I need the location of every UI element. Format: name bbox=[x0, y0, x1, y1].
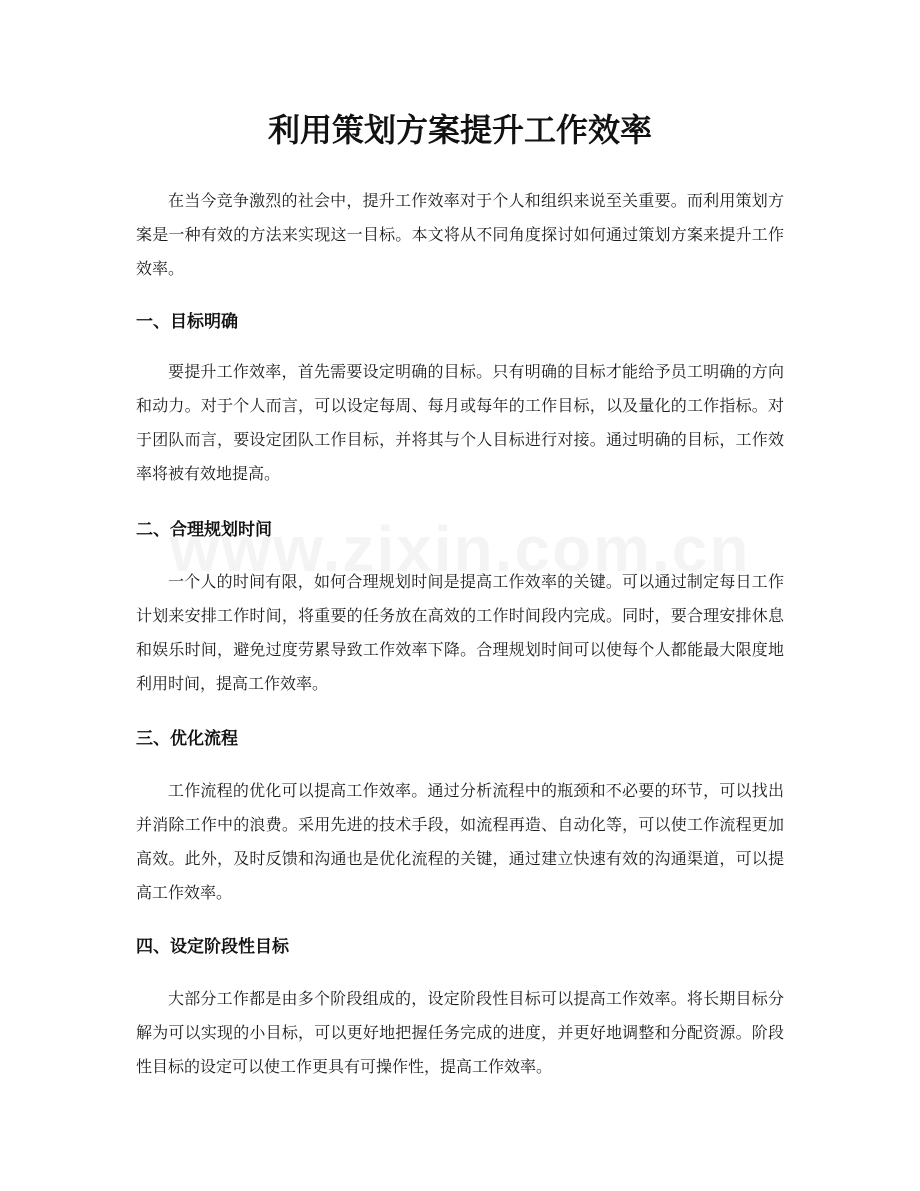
section-body-1: 要提升工作效率，首先需要设定明确的目标。只有明确的目标才能给予员工明确的方向和动力。对于个人而言，可以设定每周、每月或每年的工作目标，以及量化的工作指标。对于团队而言，要设定团队工作目标，并将其与个人目标进行对接。通过明确的目标，工作效率将被有效地提高。 bbox=[136, 362, 784, 483]
section-body-2: 一个人的时间有限，如何合理规划时间是提高工作效率的关键。可以通过制定每日工作计划来安排工作时间，将重要的任务放在高效的工作时间段内完成。同时，要合理安排休息和娱乐时间，避免过度劳累导致工作效率下降。合理规划时间可以使每个人都能最大限度地利用时间，提高工作效率。 bbox=[136, 572, 784, 693]
section-heading-3: 三、优化流程 bbox=[136, 729, 238, 749]
document-title: 利用策划方案提升工作效率 bbox=[267, 111, 652, 149]
section-body-4: 大部分工作都是由多个阶段组成的，设定阶段性目标可以提高工作效率。将长期目标分解为可以实现的小目标，可以更好地把握任务完成的进度，并更好地调整和分配资源。阶段性目标的设定可以使工作更具有可操作性，提高工作效率。 bbox=[136, 989, 784, 1076]
section-heading-1: 一、目标明确 bbox=[136, 312, 238, 332]
section-heading-2: 二、合理规划时间 bbox=[136, 520, 272, 540]
section-body-3: 工作流程的优化可以提高工作效率。通过分析流程中的瓶颈和不必要的环节，可以找出并消除工作中的浪费。采用先进的技术手段，如流程再造、自动化等，可以使工作流程更加高效。此外，及时反馈和沟通也是优化流程的关键，通过建立快速有效的沟通渠道，可以提高工作效率。 bbox=[136, 781, 784, 902]
section-heading-4: 四、设定阶段性目标 bbox=[136, 937, 289, 957]
intro-paragraph: 在当今竞争激烈的社会中，提升工作效率对于个人和组织来说至关重要。而利用策划方案是一种有效的方法来实现这一目标。本文将从不同角度探讨如何通过策划方案来提升工作效率。 bbox=[136, 191, 784, 278]
